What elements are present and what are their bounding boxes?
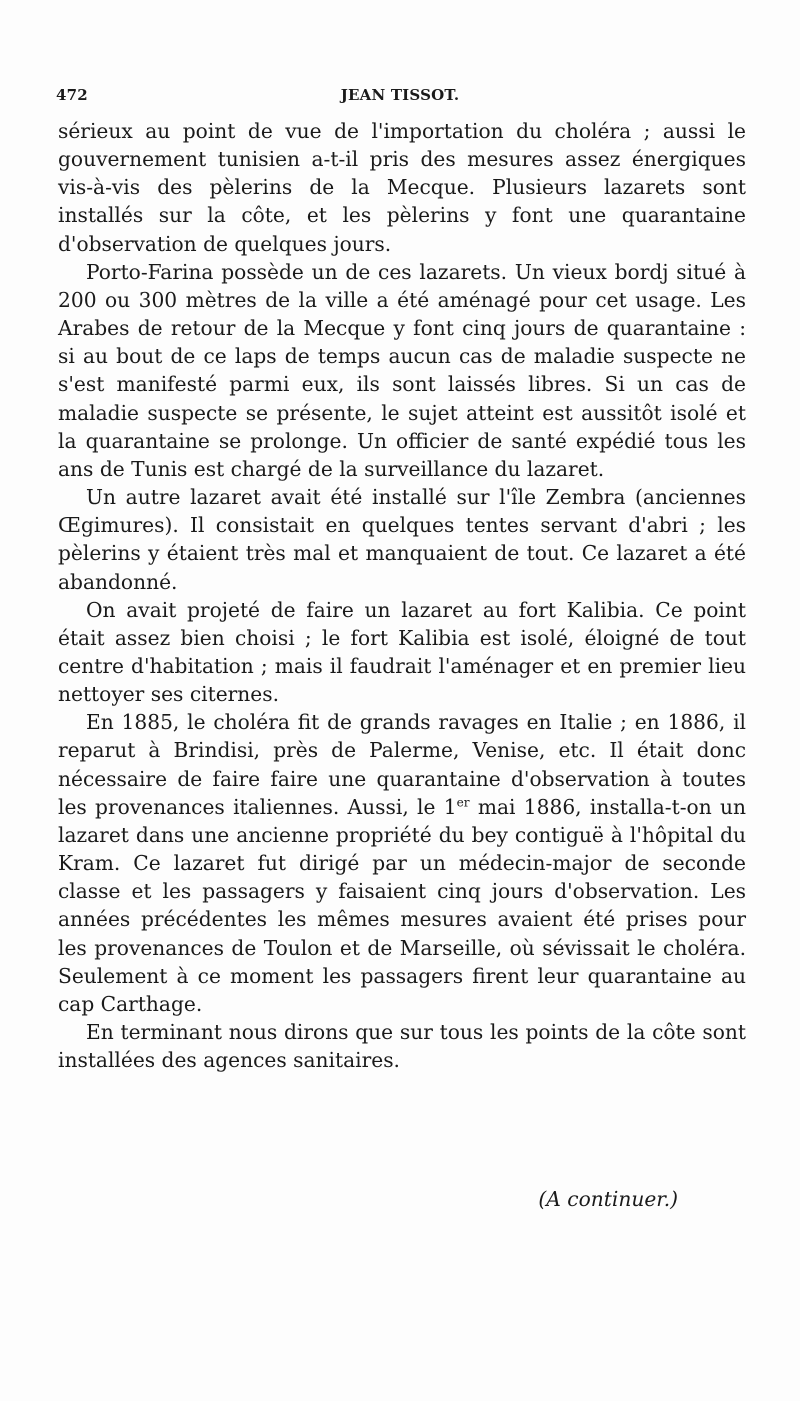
running-head <box>56 86 744 110</box>
paragraph-2: Porto-Farina possède un de ces lazarets. Un vieux bordj situé à 200 ou 300 mètres de la ville a été aménagé pour cet usage. Les Arabes de retour de la Mecque y font cinq jours de quarantaine : si au bout de ce laps de temps aucun cas de maladie suspecte ne s'est manifesté parmi eux, ils sont laissés libres. Si un cas de maladie suspecte se présente, le sujet atteint est aussitôt isolé et la quarantaine se prolonge. Un officier de santé expédié tous les ans de Tunis est chargé de la surveillance du lazaret. <box>58 259 746 481</box>
ordinal-superscript: er <box>456 795 470 810</box>
date-day: 1 <box>443 794 457 819</box>
paragraph-1: sérieux au point de vue de l'importation du choléra ; aussi le gouvernement tunisien a-t-il pris des mesures assez énergiques vis-à-vis des pèlerins de la Mecque. Plusieurs lazarets sont installés sur la côte, et les pèlerins y font une quarantaine d'observation de quelques jours. <box>58 119 746 256</box>
paragraph-5 <box>58 708 746 1018</box>
paragraph-5-part-1: En 1885, le choléra fit de grands ravages en Italie ; en 1886, il reparut à Brindisi, près de Palerme, Venise, etc. Il était donc nécessaire de faire faire une quarantaine d'observation à toutes les provenances italiennes. Aussi, le <box>58 710 746 819</box>
continuation-note: (A continuer.) <box>538 1187 678 1211</box>
paragraph-3: Un autre lazaret avait été installé sur l'île Zembra (anciennes Œgimures). Il consistait en quelques tentes servant d'abri ; les pèlerins y étaient très mal et manquaient de tout. Ce lazaret a été abandonné. <box>58 485 746 594</box>
body-text <box>58 117 746 1074</box>
running-head-author: JEAN TISSOT. <box>340 86 460 104</box>
paragraph-5-part-2: mai 1886, installa-t-on un lazaret dans une ancienne propriété du bey contiguë à l'hôpital du Kram. Ce lazaret fut dirigé par un médecin-major de seconde classe et les passagers y faisaient cinq jours d'observation. Les années précédentes les mêmes mesures avaient été prises pour les provenances de Toulon et de Marseille, où sévissait le choléra. Seulement à ce moment les passagers firent leur quarantaine au cap Carthage. <box>58 794 746 1016</box>
paragraph-6: En terminant nous dirons que sur tous les points de la côte sont installées des agences sanitaires. <box>58 1020 746 1073</box>
paragraph-4: On avait projeté de faire un lazaret au fort Kalibia. Ce point était assez bien choisi ; le fort Kalibia est isolé, éloigné de tout centre d'habitation ; mais il faudrait l'aménager et en premier lieu nettoyer ses citernes. <box>58 597 746 707</box>
page-number: 472 <box>56 86 88 104</box>
